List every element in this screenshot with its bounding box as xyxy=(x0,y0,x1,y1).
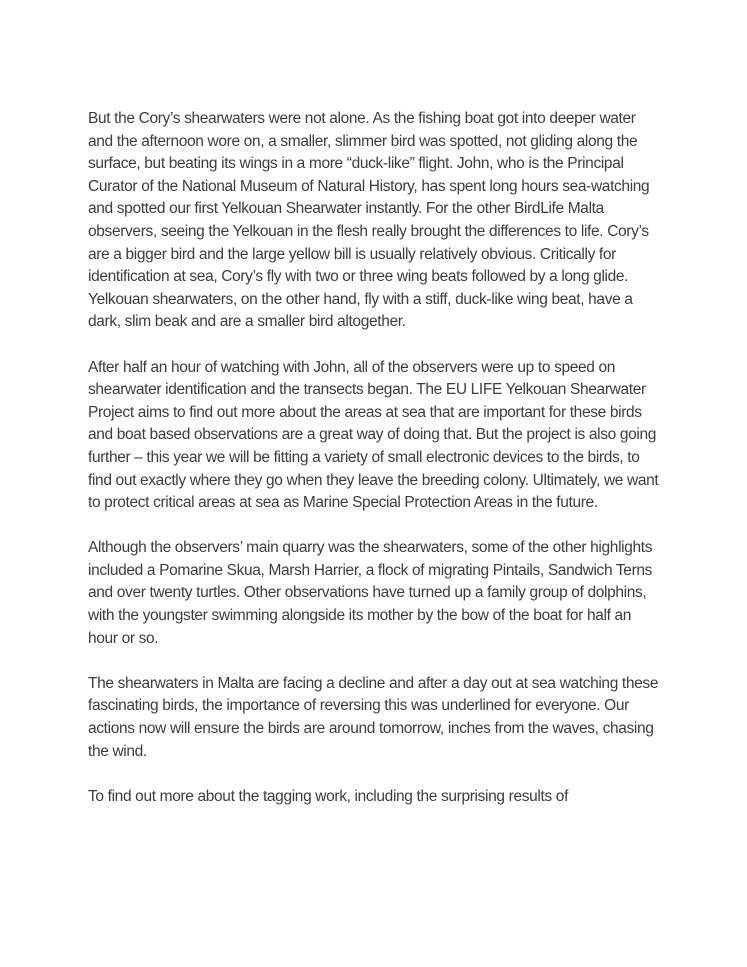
paragraph-3: Although the observers’ main quarry was the shearwaters, some of the other highlights included a Pomarine Skua, Marsh Harrier, a flock of migrating Pintails, Sandwich Terns and over twenty turtles. Other observations have turned up a family group of dolphins, with the youngster swimming alongside its mother by the bow of the boat for half an hour or so. xyxy=(88,539,653,647)
article-text xyxy=(88,108,660,808)
paragraph-5: To find out more about the tagging work, including the surprising results of xyxy=(88,787,569,805)
paragraph-4: The shearwaters in Malta are facing a decline and after a day out at sea watching these fascinating birds, the importance of reversing this was underlined for everyone. Our actions now will ensure the birds are around tomorrow, inches from the waves, chasing the wind. xyxy=(88,674,659,760)
paragraph-1: But the Cory’s shearwaters were not alone. As the fishing boat got into deeper water and the afternoon wore on, a smaller, slimmer bird was spotted, not gliding along the surface, but beating its wings in a more “duck-like” flight. John, who is the Principal Curator of the National Museum of Natural History, has spent long hours sea-watching and spotted our first Yelkouan Shearwater instantly. For the other BirdLife Malta observers, seeing the Yelkouan in the flesh really brought the differences to life. Cory’s are a bigger bird and the large yellow bill is usually relatively obvious. Critically for identification at sea, Cory’s fly with two or three wing beats followed by a long glide. Yelkouan shearwaters, on the other hand, fly with a stiff, duck-like wing beat, have a dark, slim beak and are a smaller bird altogether. xyxy=(88,110,650,331)
paragraph-2: After half an hour of watching with John, all of the observers were up to speed on shearwater identification and the transects began. The EU LIFE Yelkouan Shearwater Project aims to find out more about the areas at sea that are important for these birds and boat based observations are a great way of doing that. But the project is also going further – this year we will be fitting a variety of small electronic devices to the birds, to find out exactly where they go when they leave the breeding colony. Ultimately, we want to protect critical areas at sea as Marine Special Protection Areas in the future. xyxy=(88,358,659,512)
